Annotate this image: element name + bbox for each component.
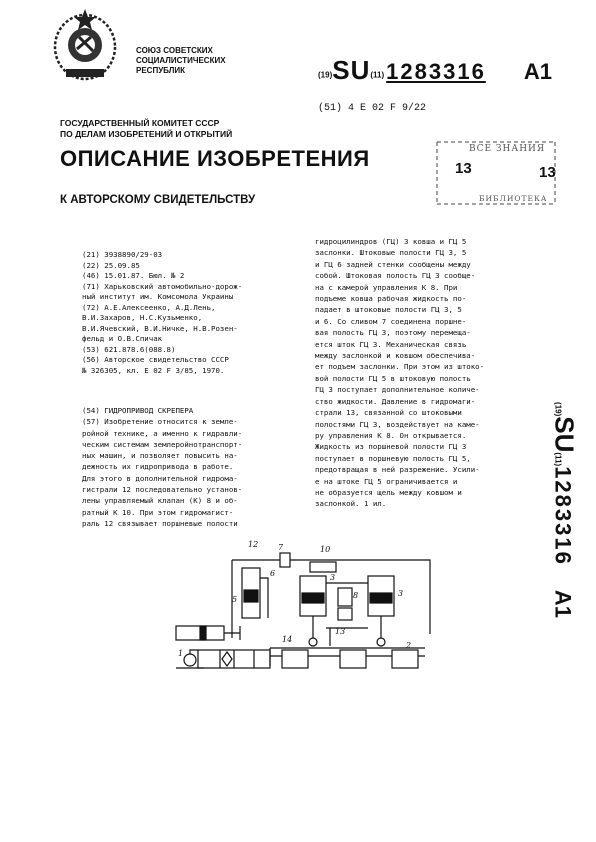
side-inid-11: (11) — [553, 452, 563, 467]
biblio-line: (53) 621.878.6(088.8) — [82, 344, 176, 354]
abstract-line: вой полости ГЦ 5 в штоковую полость — [315, 373, 471, 383]
abstract-line: ство жидкости. Давление в гидромаги- — [315, 396, 476, 406]
label-14: 14 — [282, 635, 293, 644]
abstract-line: заслонки. Штоковые полости ГЦ 3, 5 — [315, 248, 467, 258]
bibliographic-data — [82, 250, 322, 376]
abstract-line: Для этого в дополнительной гидрома- — [82, 473, 238, 483]
abstract-line: ческим системам землеройнотранспорт- — [82, 439, 243, 449]
label-6: 6 — [270, 569, 276, 578]
biblio-line: (46) 15.01.87. Бюл. № 2 — [82, 271, 185, 280]
document-subtitle: К АВТОРСКОМУ СВИДЕТЕЛЬСТВУ — [60, 194, 256, 206]
abstract-line: ет подъем заслонки. При этом из штоко- — [315, 362, 485, 372]
label-12: 12 — [248, 540, 259, 549]
abstract-line: Жидкость из поршневой полости ГЦ 3 — [315, 442, 467, 452]
union-line-1: СОЮЗ СОВЕТСКИХ — [136, 46, 213, 55]
schematic-svg — [170, 538, 445, 671]
abstract-line: гистрали 12 последовательно установ- — [82, 485, 243, 495]
country-code: SU — [332, 55, 371, 85]
ussr-emblem — [46, 5, 124, 85]
union-line-3: РЕСПУБЛИК — [136, 66, 185, 75]
abstract-line: лены управляемый клапан (К) 8 и об- — [82, 496, 238, 506]
committee-line-1: ГОСУДАРСТВЕННЫЙ КОМИТЕТ СССР — [60, 118, 220, 128]
abstract-line: ройной технике, а именно к гидравли- — [82, 428, 243, 438]
label-7: 7 — [278, 543, 284, 552]
inid-11: (11) — [370, 70, 385, 80]
abstract-line: не образуется щель между ковшом и — [315, 487, 462, 497]
abstract-line: предотвращая в ней разрежение. Усили- — [315, 465, 480, 475]
stamp-number-left: 13 — [455, 160, 472, 177]
abstract-line: вая полость ГЦ 3, поэтому перемеща- — [315, 328, 471, 338]
biblio-line: фельд и О.В.Спичак — [82, 334, 163, 343]
stamp-line-1: ВСЕ ЗНАНИЯ — [469, 144, 546, 154]
ipc-inid: (51) 4 — [318, 103, 355, 114]
biblio-line: (71) Харьковский автомобильно-дорож- — [82, 281, 243, 291]
biblio-line: В.И.Захаров, Н.С.Кузьменко, — [82, 313, 203, 322]
abstract-line: собой. Штоковая полость ГЦ 3 сообще- — [315, 271, 476, 281]
abstract-line: (57) Изобретение относится к земле- — [82, 417, 238, 427]
label-2: 2 — [406, 641, 412, 650]
side-kind-code: A1 — [550, 589, 576, 618]
abstract-line: ется шток ГЦ 3. Механическая связь — [315, 339, 467, 349]
stamp-number-right: 13 — [539, 164, 556, 181]
abstract-line: ГЦ 3 поступает дополнительное количе- — [315, 385, 480, 395]
abstract-line: между заслонкой и ковшом обеспечива- — [315, 351, 476, 361]
abstract-line: (54) ГИДРОПРИВОД СКРЕПЕРА — [82, 406, 194, 415]
biblio-line: (72) А.Е.Алексеенко, А.Д.Лень, — [82, 302, 216, 312]
ipc-classification — [318, 103, 426, 114]
abstract-line: ратный К 10. При этом гидромагист- — [82, 507, 234, 517]
biblio-line: ный институт им. Комсомола Украины — [82, 292, 234, 301]
side-country-code: SU — [549, 416, 580, 453]
label-5: 5 — [232, 595, 238, 604]
committee-line-2: ПО ДЕЛАМ ИЗОБРЕТЕНИЙ И ОТКРЫТИЙ — [60, 129, 233, 139]
label-10: 10 — [320, 545, 331, 554]
abstract-line: ных машин, и позволяет повысить на- — [82, 451, 238, 461]
biblio-line: (21) 3938890/29-03 — [82, 250, 163, 259]
abstract-line: поступает в поршневую полость ГЦ 5, — [315, 453, 471, 463]
biblio-line: (22) 25.09.85 — [82, 260, 140, 270]
hydraulic-schematic — [170, 538, 445, 671]
library-stamp — [435, 140, 557, 206]
label-3-left: 3 — [330, 573, 336, 582]
biblio-line: (56) Авторское свидетельство СССР — [82, 355, 229, 364]
label-13: 13 — [335, 627, 346, 636]
abstract-line: дежность их гидропривода в работе. — [82, 462, 234, 472]
abstract-line: полостями ГЦ 3, воздействует на каме- — [315, 419, 480, 429]
committee-name — [60, 118, 232, 140]
abstract-line: е на штоке ГЦ 5 ограничивается и — [315, 476, 458, 486]
abstract-line: страли 13, связанной со штоковыми — [315, 408, 462, 418]
issuing-state — [136, 46, 236, 76]
side-inid-19: (19) — [553, 402, 563, 417]
stamp-line-3: БИБЛИОТЕКА — [479, 194, 548, 203]
ipc-value: E 02 F 9/22 — [360, 103, 427, 114]
abstract-line: раль 12 связывает поршневые полости — [82, 518, 238, 528]
biblio-line: № 326305, кл. E 02 F 3/85, 1970. — [82, 365, 225, 375]
abstract-line: подъеме ковша рабочая жидкость по- — [315, 294, 467, 304]
abstract-line: и ГЦ 6 задней стенки сообщены между — [315, 259, 471, 269]
label-3-right: 3 — [398, 589, 404, 598]
inid-19: (19) — [318, 70, 333, 80]
document-title: ОПИСАНИЕ ИЗОБРЕТЕНИЯ — [60, 146, 370, 171]
abstract-line: гидроцилиндров (ГЦ) 3 ковша и ГЦ 5 — [315, 237, 467, 246]
label-8: 8 — [353, 591, 359, 600]
abstract-line: ру управления К 8. Он открывается. — [315, 430, 467, 440]
label-1: 1 — [178, 649, 184, 658]
abstract-left-column — [82, 405, 318, 529]
abstract-line: и 6. Со сливом 7 соединена поршне- — [315, 316, 467, 326]
union-line-2: СОЦИАЛИСТИЧЕСКИХ — [136, 56, 226, 65]
side-patent-number — [539, 345, 589, 675]
abstract-right-column — [315, 236, 529, 510]
abstract-line: на с камерой управления К 8. При — [315, 282, 458, 292]
biblio-line: В.И.Ячевский, В.И.Ничке, Н.В.Розен- — [82, 323, 238, 333]
abstract-line: заслонкой. 1 ил. — [315, 499, 387, 509]
side-patent-num: 1283316 — [550, 466, 576, 566]
abstract-line: падает в штоковые полости ГЦ 3, 5 — [315, 305, 462, 315]
patent-number-header — [318, 55, 552, 85]
patent-number: 1283316 — [386, 59, 486, 84]
kind-code: A1 — [523, 59, 552, 84]
